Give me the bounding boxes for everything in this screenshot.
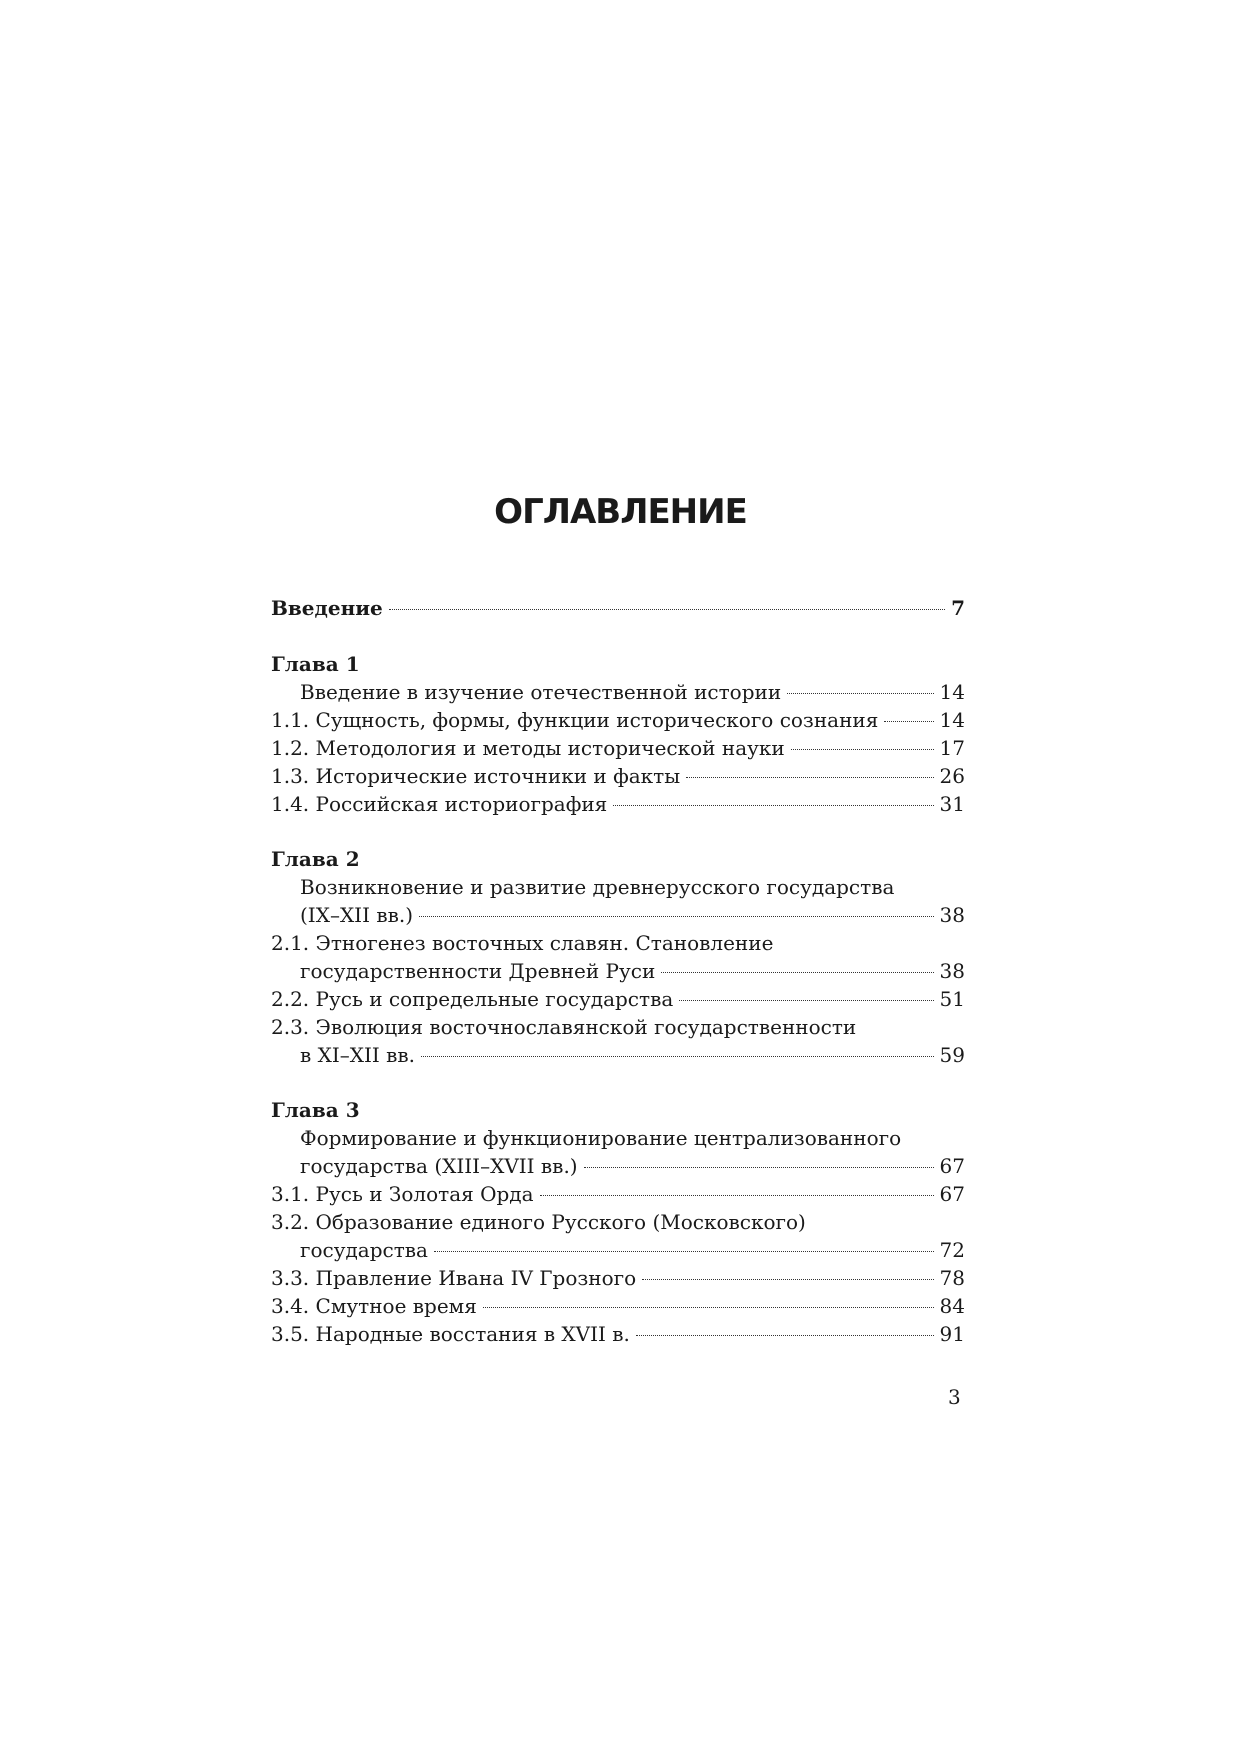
leader-dots (679, 1000, 933, 1001)
toc-page-number: 78 (939, 1266, 965, 1290)
toc-entry-section[interactable] (271, 1292, 965, 1320)
chapter-label: Глава 3 (271, 1098, 360, 1122)
toc-page-number: 17 (939, 736, 965, 760)
toc-entry-section[interactable] (271, 706, 965, 734)
leader-dots (419, 916, 934, 917)
toc-page-number: 14 (939, 708, 965, 732)
toc-page-number: 91 (939, 1322, 965, 1346)
toc-entry-line (271, 790, 965, 818)
toc-entry-introduction[interactable] (271, 594, 965, 622)
leader-dots (661, 972, 933, 973)
toc-entry-section[interactable] (271, 985, 965, 1013)
toc-entry-section[interactable] (271, 1264, 965, 1292)
leader-dots (636, 1335, 934, 1336)
toc-entry-chapter-title[interactable] (271, 873, 965, 929)
page-number: 3 (948, 1385, 961, 1409)
chapter-block (271, 845, 965, 1069)
toc-entry-section[interactable] (271, 929, 965, 985)
toc-entry-text: 3.1. Русь и Золотая Орда (271, 1182, 534, 1206)
toc-entry-line (271, 929, 965, 957)
table-of-contents (271, 594, 965, 1375)
toc-entry-line (271, 1208, 965, 1236)
chapter-label: Глава 1 (271, 652, 360, 676)
toc-entry-text: государственности Древней Руси (300, 959, 656, 983)
toc-page-number: 84 (939, 1294, 965, 1318)
leader-dots (791, 749, 934, 750)
toc-entry-chapter-title[interactable] (271, 1124, 965, 1180)
toc-entry-line (271, 985, 965, 1013)
toc-entry-text: (IX–XII вв.) (300, 903, 414, 927)
chapter-block (271, 1096, 965, 1348)
toc-page-number: 59 (939, 1043, 965, 1067)
toc-page-number: 31 (939, 792, 965, 816)
page-title: ОГЛАВЛЕНИЕ (494, 492, 747, 532)
toc-entry-section[interactable] (271, 1320, 965, 1348)
toc-entry-line (300, 1152, 965, 1180)
leader-dots (434, 1251, 934, 1252)
toc-entry-section[interactable] (271, 1208, 965, 1264)
toc-entry-section[interactable] (271, 1013, 965, 1069)
toc-entry-text: в XI–XII вв. (300, 1043, 416, 1067)
toc-entry-line (271, 1236, 965, 1264)
toc-entry-text: Введение в изучение отечественной истории (300, 680, 782, 704)
chapters-list (271, 650, 965, 1348)
toc-page-number: 67 (939, 1154, 965, 1178)
leader-dots (421, 1056, 934, 1057)
toc-entry-chapter-title[interactable] (271, 678, 965, 706)
toc-entry-text: 3.3. Правление Ивана IV Грозного (271, 1266, 637, 1290)
toc-entry-text: Возникновение и развитие древнерусского государства (300, 875, 895, 899)
toc-page-number: 26 (939, 764, 965, 788)
toc-entry-line (271, 1292, 965, 1320)
toc-entry-line (300, 678, 965, 706)
toc-entry-line (271, 957, 965, 985)
toc-entry-line (271, 1180, 965, 1208)
leader-dots (613, 805, 933, 806)
toc-entry-section[interactable] (271, 762, 965, 790)
toc-entry-text: 3.2. Образование единого Русского (Московского) (271, 1210, 806, 1234)
leader-dots (389, 609, 945, 610)
toc-entry-line (271, 734, 965, 762)
toc-entry-text: государства (300, 1238, 428, 1262)
toc-page-number: 72 (939, 1238, 965, 1262)
leader-dots (584, 1167, 934, 1168)
toc-entry-line (271, 1264, 965, 1292)
toc-entry-section[interactable] (271, 734, 965, 762)
leader-dots (686, 777, 933, 778)
toc-page-number: 38 (939, 903, 965, 927)
toc-entry-text: 3.4. Смутное время (271, 1294, 477, 1318)
toc-entry-section[interactable] (271, 790, 965, 818)
toc-entry-line (300, 873, 965, 901)
toc-page-number: 7 (951, 596, 965, 620)
toc-page-number: 14 (939, 680, 965, 704)
toc-entry-text: 1.4. Российская историография (271, 792, 608, 816)
chapter-block (271, 650, 965, 818)
toc-entry-line (300, 1124, 965, 1152)
toc-entry-text: 2.1. Этногенез восточных славян. Становление (271, 931, 774, 955)
leader-dots (540, 1195, 934, 1196)
toc-page-number: 67 (939, 1182, 965, 1206)
toc-page-number: 51 (939, 987, 965, 1011)
toc-entry-text: Формирование и функционирование централизованного (300, 1126, 902, 1150)
leader-dots (483, 1307, 934, 1308)
leader-dots (884, 721, 933, 722)
toc-entry-text: 2.3. Эволюция восточнославянской государственности (271, 1015, 857, 1039)
toc-entry-text: 1.1. Сущность, формы, функции исторического сознания (271, 708, 879, 732)
leader-dots (642, 1279, 933, 1280)
toc-entry-line (271, 1041, 965, 1069)
toc-entry-line (271, 1320, 965, 1348)
leader-dots (787, 693, 933, 694)
chapter-label: Глава 2 (271, 847, 360, 871)
toc-entry-text: 1.3. Исторические источники и факты (271, 764, 681, 788)
toc-entry-line (271, 762, 965, 790)
toc-entry-text: 3.5. Народные восстания в XVII в. (271, 1322, 630, 1346)
toc-page-number: 38 (939, 959, 965, 983)
toc-entry-text: 1.2. Методология и методы исторической науки (271, 736, 785, 760)
toc-entry-text: 2.2. Русь и сопредельные государства (271, 987, 674, 1011)
toc-entry-line (271, 1013, 965, 1041)
toc-entry-text: государства (XIII–XVII вв.) (300, 1154, 578, 1178)
toc-entry-label: Введение (271, 596, 383, 620)
toc-entry-line (271, 706, 965, 734)
toc-entry-section[interactable] (271, 1180, 965, 1208)
toc-entry-line (300, 901, 965, 929)
